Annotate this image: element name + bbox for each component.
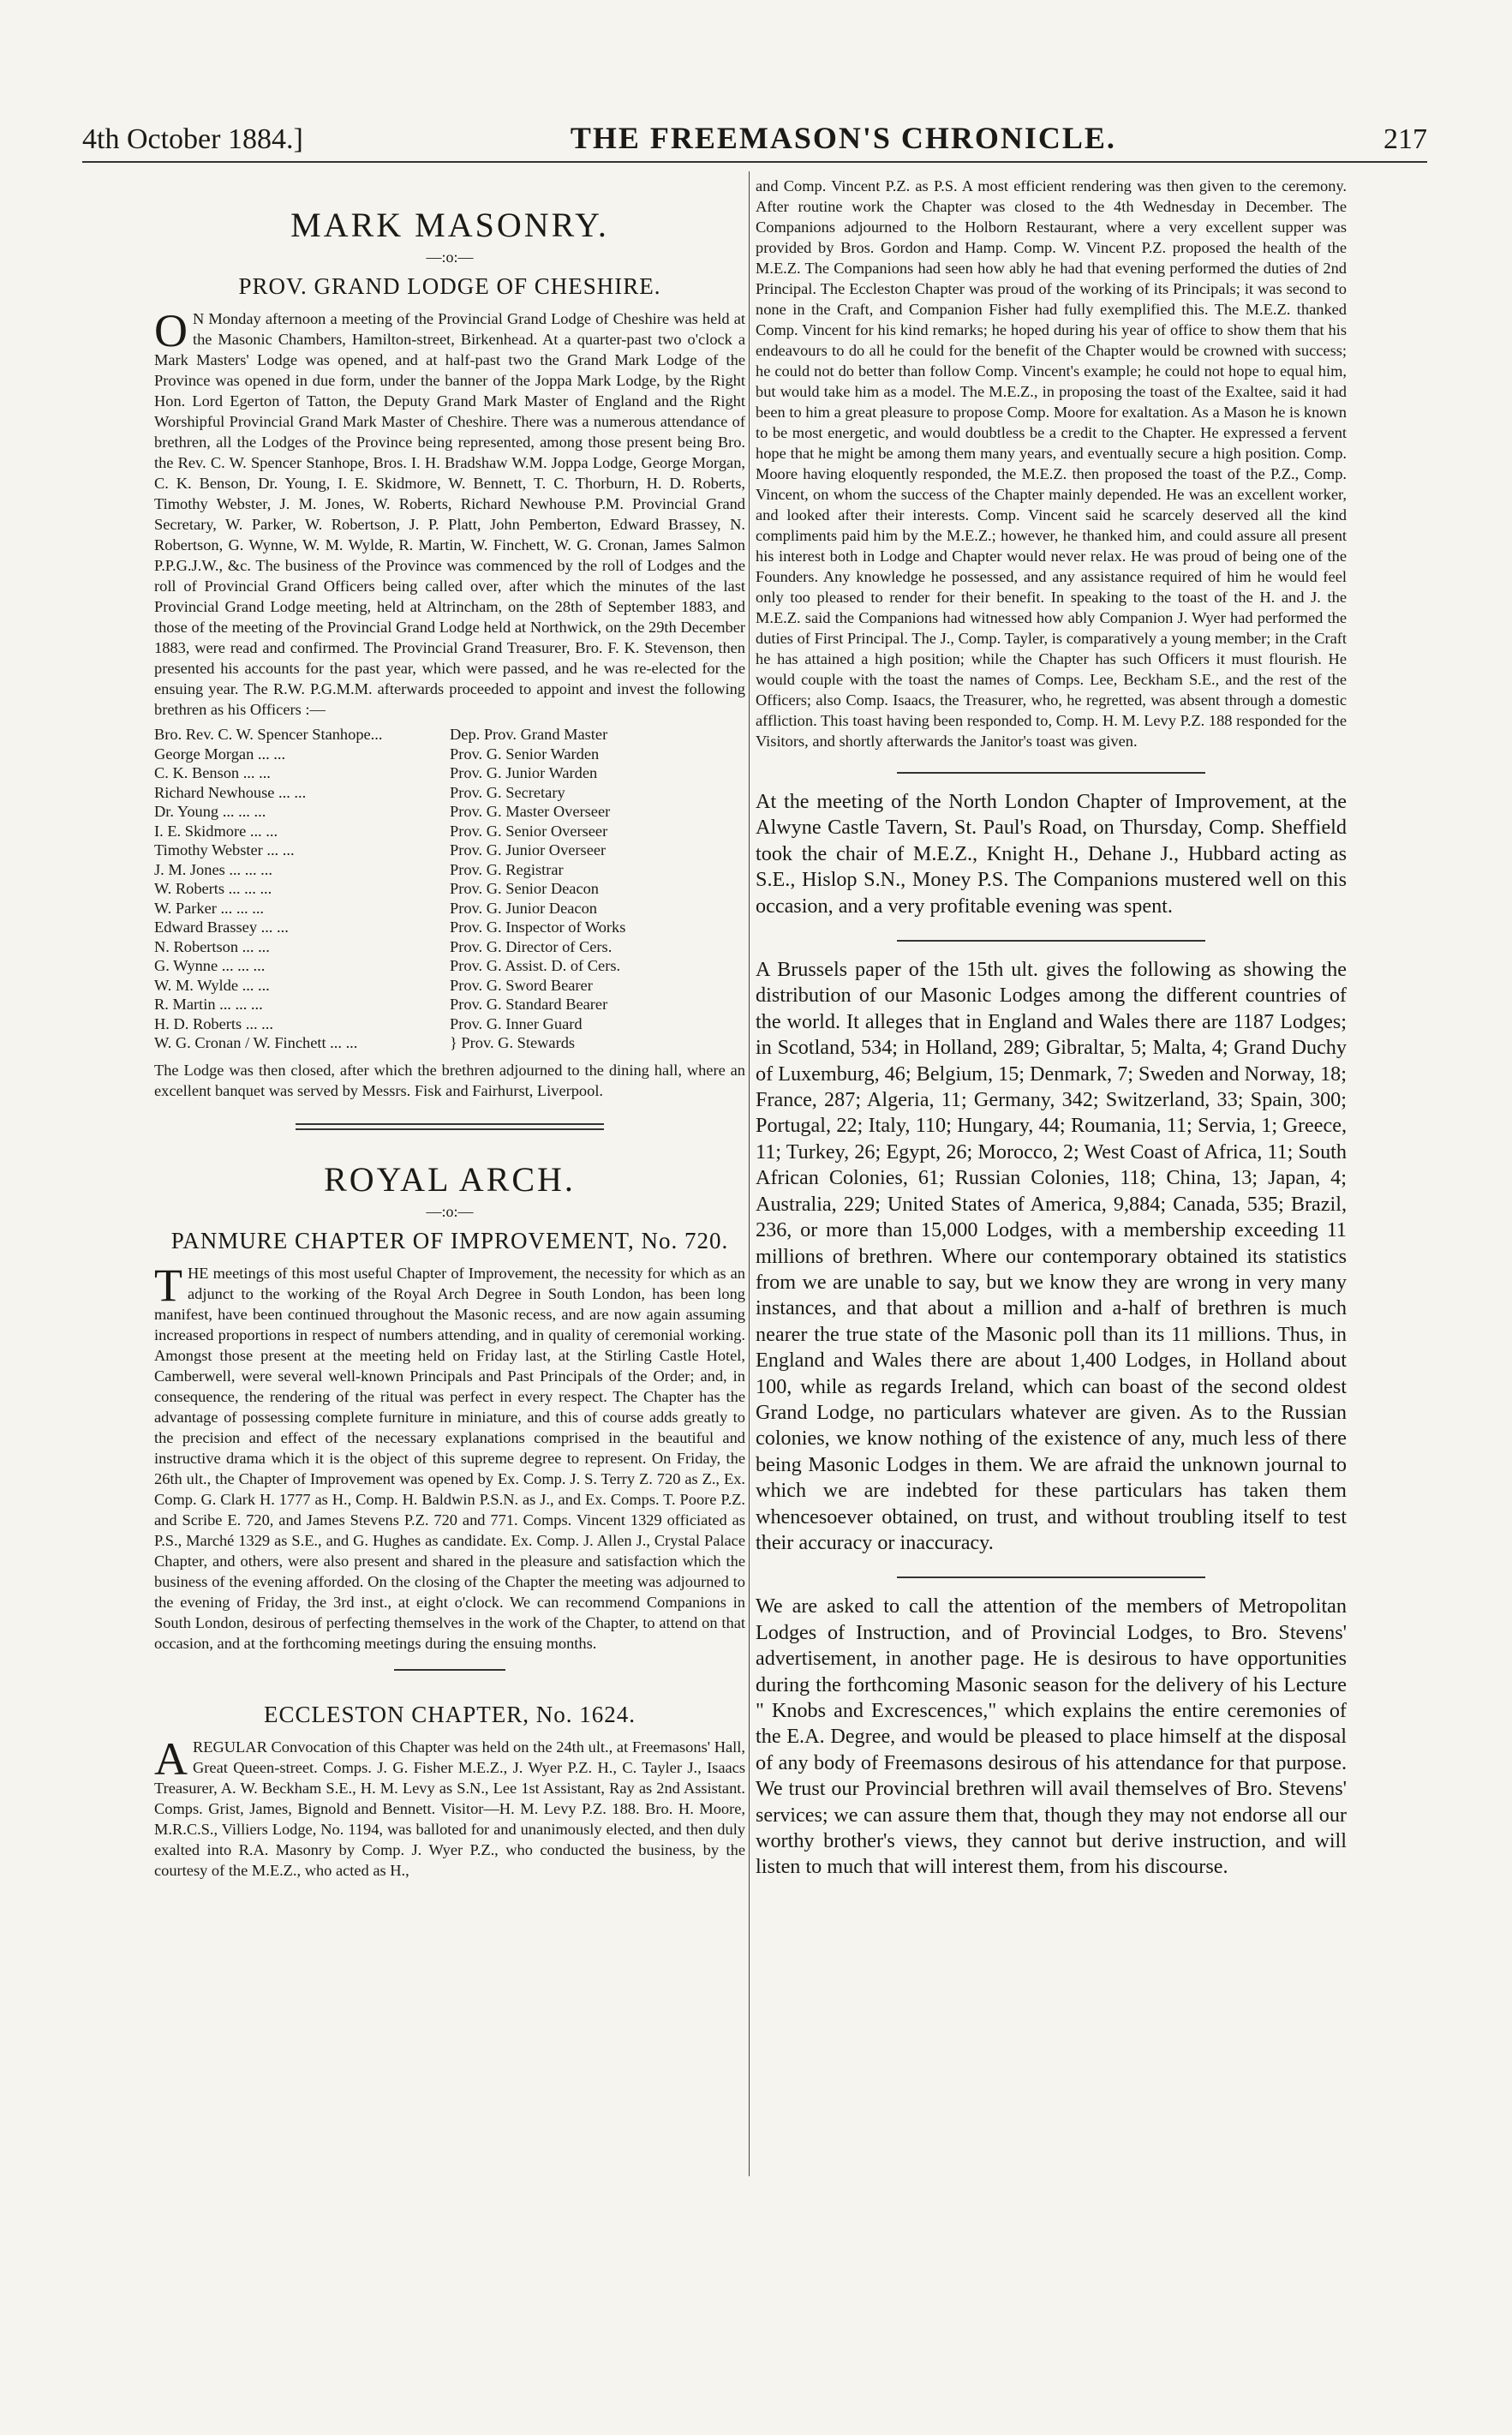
officer-office: } Prov. G. Stewards — [450, 1034, 576, 1051]
officer-row — [154, 995, 745, 1014]
column-divider — [749, 171, 750, 2176]
officer-name: R. Martin ... ... ... — [154, 996, 263, 1013]
officer-office: Prov. G. Senior Overseer — [450, 822, 608, 840]
officer-row — [154, 841, 745, 860]
officer-name: C. K. Benson ... ... — [154, 764, 271, 781]
mark-masonry-ornament: —:o:— — [426, 248, 474, 266]
cheshire-article-body: ON Monday afternoon a meeting of the Provincial Grand Lodge of Cheshire was held at the Masonic Chambers, Hamilton-street, Birkenhead. At a quarter-past two o'clock a Mark Masters' Lodge was opened, and at half-past two the Grand Mark Lodge of the Province was opened in due form, under the banner of the Joppa Mark Lodge, by the Right Hon. Lord Egerton of Tatton, the Deputy Grand Mark Master of England and the Right Worshipful Provincial Grand Mark Master of Cheshire. There was a numerous attendance of brethren, all the Lodges of the Province being represented, among those present being Bro. the Rev. C. W. Spencer Stanhope, Bros. I. H. Bradshaw W.M. Joppa Lodge, George Morgan, C. K. Benson, Dr. Young, I. E. Skidmore, W. Bennett, T. C. Thorburn, H. D. Roberts, Timothy Webster, J. M. Jones, W. Roberts, Richard Newhouse P.M. Provincial Grand Secretary, W. Parker, W. Robertson, J. P. Platt, John Pemberton, Edward Brassey, N. Robertson, G. Wynne, W. M. Wylde, R. Martin, W. Finchett, W. G. Cronan, James Salmon P.P.G.J.W., &c. The business of the Province was commenced by the roll of Lodges and the roll of Provincial Grand Officers being called over, after which the minutes of the last Provincial Grand Lodge meeting, held at Altrincham, on the 28th of September 1883, and those of the meeting of the Provincial Grand Lodge held at Northwick, on the 29th December 1883, were read and confirmed. The Provincial Grand Treasurer, Bro. F. K. Stevenson, then presented his accounts for the past year, which were passed, and he was re-elected for the ensuing year. The R.W. P.G.M.M. afterwards proceeded to appoint and invest the following brethren as his Officers :— — [154, 305, 745, 718]
section-rule — [897, 772, 1205, 774]
officer-row — [154, 783, 745, 803]
north-london-paragraph: At the meeting of the North London Chapter of Improvement, at the Alwyne Castle Tavern, St. Paul's Road, on Thursday, Comp. Sheffield took the chair of M.E.Z., Knight H., Dehane J., Hubbard acting as S.E., Hislop S.N., Money P.S. The Companions mustered well on this occasion, and a very profitable evening was spent. — [756, 790, 1347, 918]
officer-office: Dep. Prov. Grand Master — [450, 726, 608, 743]
officer-row — [154, 918, 745, 937]
left-column — [154, 176, 745, 2172]
officer-office: Prov. G. Inner Guard — [450, 1014, 583, 1032]
officer-name: W. G. Cronan / W. Finchett ... ... — [154, 1034, 358, 1051]
officer-name: J. M. Jones ... ... ... — [154, 860, 272, 878]
eccleston-subheading: ECCLESTON CHAPTER, No. 1624. — [263, 1701, 636, 1727]
officer-office: Prov. G. Assist. D. of Cers. — [450, 957, 621, 974]
eccleston-continuation: and Comp. Vincent P.Z. as P.S. A most efficient rendering was then given to the ceremony. After routine work the Chapter was closed to the 4th Wednesday in December. The Companions adjourned to the Holborn Restaurant, where a very excellent supper was provided by Bros. Gordon and Hamp. Comp. W. Vincent P.Z. proposed the health of the M.E.Z. The Companions had seen how ably he had that evening performed the duties of 2nd Principal. The Eccleston Chapter was proud of the working of its Principals; it was second to none in the Craft, and Companion Fisher had fully exemplified this. The M.E.Z. thanked Comp. Vincent for his kind remarks; he hoped during his year of office to show them that his endeavours to do all he could for the benefit of the Chapter would be crowned with success; he could not do better than follow Comp. Vincent's example; he could not hope to equal him, but would take him as a model. The M.E.Z., in proposing the toast of the Exaltee, said it had been to him a great pleasure to propose Comp. Moore for exaltation. As a Mason he is known to be most energetic, and would doubtless be a credit to the Chapter. He expressed a fervent hope that he might be among them many years, and eventually secure a high position. Comp. Moore having eloquently responded, the M.E.Z. then proposed the toast of the P.Z., Comp. Vincent, on whom the success of the Chapter mainly depended. He was an excellent worker, and looked after their interests. Comp. Vincent said he scarcely deserved all the kind compliments paid him by the M.E.Z.; however, he thanked him, and could assure all present his interest both in Lodge and Chapter would never relax. He was proud of being one of the Founders. Any knowledge he possessed, and any assistance required of him he would feel only too pleased to render for their benefit. In speaking to the toast of the H. and J. the M.E.Z. said the Companions had witnessed how ably Companion J. Wyer had performed the duties of First Principal. The J., Comp. Tayler, is comparatively a young member; in the Craft he has attained a high position; while the Chapter has such Officers it must flourish. He would couple with the toast the names of Comps. Lee, Beckham S.E., and the rest of the Officers; also Comp. Isaacs, the Treasurer, who, he regretted, was absent through a domestic affliction. This toast having been responded to, Comp. H. M. Levy P.Z. 188 responded for the Visitors, and shortly afterwards the Janitor's toast was given. — [756, 177, 1347, 750]
officer-office: Prov. G. Standard Bearer — [450, 996, 608, 1013]
cheshire-subheading: PROV. GRAND LODGE OF CHESHIRE. — [238, 273, 661, 299]
officer-office: Prov. G. Secretary — [450, 783, 565, 801]
brussels-paragraph: A Brussels paper of the 15th ult. gives the following as showing the distribution of our Masonic Lodges among the different countries of the world. It alleges that in England and Wales there are 1187 Lodges; in Scotland, 534; in Holland, 289; Gibraltar, 5; Malta, 4; Grand Duchy of Luxemburg, 46; Belgium, 15; Denmark, 7; Sweden and Norway, 18; France, 287; Algeria, 11; Germany, 342; Switzerland, 33; Spain, 300; Portugal, 22; Italy, 110; Hungary, 44; Roumania, 11; Servia, 1; Greece, 11; Turkey, 26; Egypt, 26; Morocco, 2; West Coast of Africa, 11; South African Colonies, 61; Russian Colonies, 118; China, 13; Japan, 4; Australia, 229; United States of America, 9,884; Canada, 535; Brazil, 236, or more than 15,000 Lodges, with a membership exceeding 11 millions of brethren. Where our contemporary obtained its statistics from we are unable to say, but we know they are wrong in very many instances, and that about a million and a-half of brethren is much nearer the true state of the Masonic poll than its 11 millions. Thus, in England and Wales there are about 1,400 Lodges, in Holland about 100, while as regards Ireland, which can boast of the second oldest Grand Lodge, no particulars whatever are given. As to the Russian colonies, we know nothing of the existence of any, much less of there being Masonic Lodges in them. We are afraid the unknown journal to which we are indebted for these particulars has taken them whencesoever obtained, on trust, and without troubling itself to test their accuracy or inaccuracy. — [756, 958, 1347, 1554]
officer-row — [154, 860, 745, 880]
eccleston-article-body: AREGULAR Convocation of this Chapter was held on the 24th ult., at Freemasons' Hall, Great Queen-street. Comps. J. G. Fisher M.E.Z., J. Wyer P.Z. H., C. Tayler J., Isaacs Treasurer, A. W. Beckham S.E., H. M. Levy as S.N., Lee 1st Assistant, Ray as 2nd Assistant. Comps. Grist, James, Bignold and Bennett. Visitor—H. M. Levy P.Z. 188. Bro. H. Moore, M.R.C.S., Villiers Lodge, No. 1194, was balloted for and unanimously elected, and then duly exalted into R.A. Masonry by Comp. J. Wyer P.Z., who conducted the business, by the courtesy of the M.E.Z., who acted as H., — [154, 1732, 745, 1879]
officer-name: Richard Newhouse ... ... — [154, 783, 307, 801]
spacer — [154, 1674, 745, 1695]
officer-office: Prov. G. Junior Warden — [450, 764, 598, 781]
officer-office: Prov. G. Senior Deacon — [450, 880, 599, 897]
officer-row — [154, 937, 745, 957]
officer-name: W. Roberts ... ... ... — [154, 880, 272, 897]
officer-name: N. Robertson ... ... — [154, 937, 270, 955]
officer-name: George Morgan ... ... — [154, 745, 286, 763]
cheshire-closing-paragraph: The Lodge was then closed, after which the brethren adjourned to the dining hall, where an excellent banquet was served by Messrs. Fisk and Fairhurst, Liverpool. — [154, 1061, 745, 1099]
officer-office: Prov. G. Registrar — [450, 860, 564, 878]
royal-arch-ornament: —:o:— — [426, 1202, 474, 1220]
section-rule — [897, 1576, 1205, 1578]
header-rule — [82, 161, 1427, 163]
officer-row — [154, 956, 745, 976]
officer-row — [154, 725, 745, 745]
officer-office: Prov. G. Director of Cers. — [450, 937, 613, 955]
panmure-article-body: THE meetings of this most useful Chapter of Improvement, the necessity for which as an adjunct to the working of the Royal Arch Degree in South London, has been long manifest, have been continued throughout the Masonic recess, and are now again assuming increased proportions in respect of numbers attending, and in quality of ceremonial working. Amongst those present at the meeting held on Friday last, at the Stirling Castle Hotel, Camberwell, were several well-known Principals and Past Principals of the Order; and, in consequence, the rendering of the ritual was perfect in every respect. The Chapter has the advantage of possessing complete furniture in miniature, and this of course adds greatly to the precision and effect of the necessary explanations comprised in the beautiful and instructive drama which it is the object of this supreme degree to represent. On Friday, the 26th ult., the Chapter of Improvement was opened by Ex. Comp. J. S. Terry Z. 720 as Z., Ex. Comp. G. Clark H. 1777 as H., Comp. H. Baldwin P.S.N. as J., and Ex. Comps. T. Poore P.Z. and Scribe E. 720, and James Stevens P.Z. 720 and 771. Comps. Vincent 1329 officiated as P.S., Marché 1329 as S.E., and G. Hughes as candidate. Ex. Comp. J. Allen J., Crystal Palace Chapter, and others, were also present and shared in the pleasure and satisfaction which the business of the evening afforded. On the closing of the Chapter the meeting was adjourned to the evening of Friday, the 3rd inst., at eight o'clock. We can recommend Companions in South London, desirous of perfecting themselves in the work of the Chapter, to attend on that occasion, and at the forthcoming meetings during the ensuing months. — [154, 1259, 745, 1652]
panmure-subheading: PANMURE CHAPTER OF IMPROVEMENT, No. 720. — [170, 1227, 729, 1253]
section-double-rule — [296, 1123, 604, 1130]
officer-row — [154, 822, 745, 841]
officer-row — [154, 1033, 745, 1053]
page-number: 217 — [1384, 123, 1427, 155]
officer-row — [154, 1014, 745, 1034]
officer-office: Prov. G. Senior Warden — [450, 745, 600, 763]
section-rule — [897, 940, 1205, 942]
masthead-title: THE FREEMASON'S CHRONICLE. — [570, 121, 1116, 155]
officer-row — [154, 745, 745, 764]
officer-row — [154, 879, 745, 899]
officers-table — [154, 725, 745, 1053]
officer-name: Dr. Young ... ... ... — [154, 803, 266, 820]
officer-name: W. Parker ... ... ... — [154, 899, 265, 917]
officer-office: Prov. G. Junior Deacon — [450, 899, 597, 917]
officer-name: W. M. Wylde ... ... — [154, 976, 270, 994]
running-head — [82, 118, 1427, 156]
officer-row — [154, 763, 745, 783]
right-column — [756, 176, 1347, 2172]
officer-name: Edward Brassey ... ... — [154, 918, 289, 936]
officer-row — [154, 976, 745, 996]
officer-name: G. Wynne ... ... ... — [154, 957, 266, 974]
issue-date: 4th October 1884.] — [82, 123, 303, 155]
officer-office: Prov. G. Sword Bearer — [450, 976, 593, 994]
stevens-paragraph: We are asked to call the attention of the members of Metropolitan Lodges of Instruction, and of Provincial Lodges, to Bro. Stevens' advertisement, in another page. He is desirous to have opportunities during the forthcoming Masonic season for the delivery of his Lecture " Knobs and Excrescences," which explains the entire ceremonies of the E.A. Degree, and would be pleased to place himself at the disposal of any body of Freemasons desirous of his attendance for that purpose. We trust our Provincial brethren will avail themselves of Bro. Stevens' services; we can assure them that, though they may not endorse all our worthy brother's views, they cannot but derive instruction, and will listen to much that will interest them, from his discourse. — [756, 1594, 1347, 1879]
officer-office: Prov. G. Junior Overseer — [450, 841, 607, 859]
royal-arch-heading: ROYAL ARCH. — [324, 1159, 576, 1199]
officer-office: Prov. G. Inspector of Works — [450, 918, 626, 936]
mark-masonry-heading: MARK MASONRY. — [290, 206, 609, 244]
section-short-rule — [394, 1669, 505, 1671]
officer-row — [154, 899, 745, 918]
officer-office: Prov. G. Master Overseer — [450, 803, 611, 820]
officer-row — [154, 802, 745, 822]
officer-name: I. E. Skidmore ... ... — [154, 822, 278, 840]
officer-name: Timothy Webster ... ... — [154, 841, 295, 859]
officer-name: H. D. Roberts ... ... — [154, 1014, 273, 1032]
officer-name: Bro. Rev. C. W. Spencer Stanhope... — [154, 726, 383, 743]
